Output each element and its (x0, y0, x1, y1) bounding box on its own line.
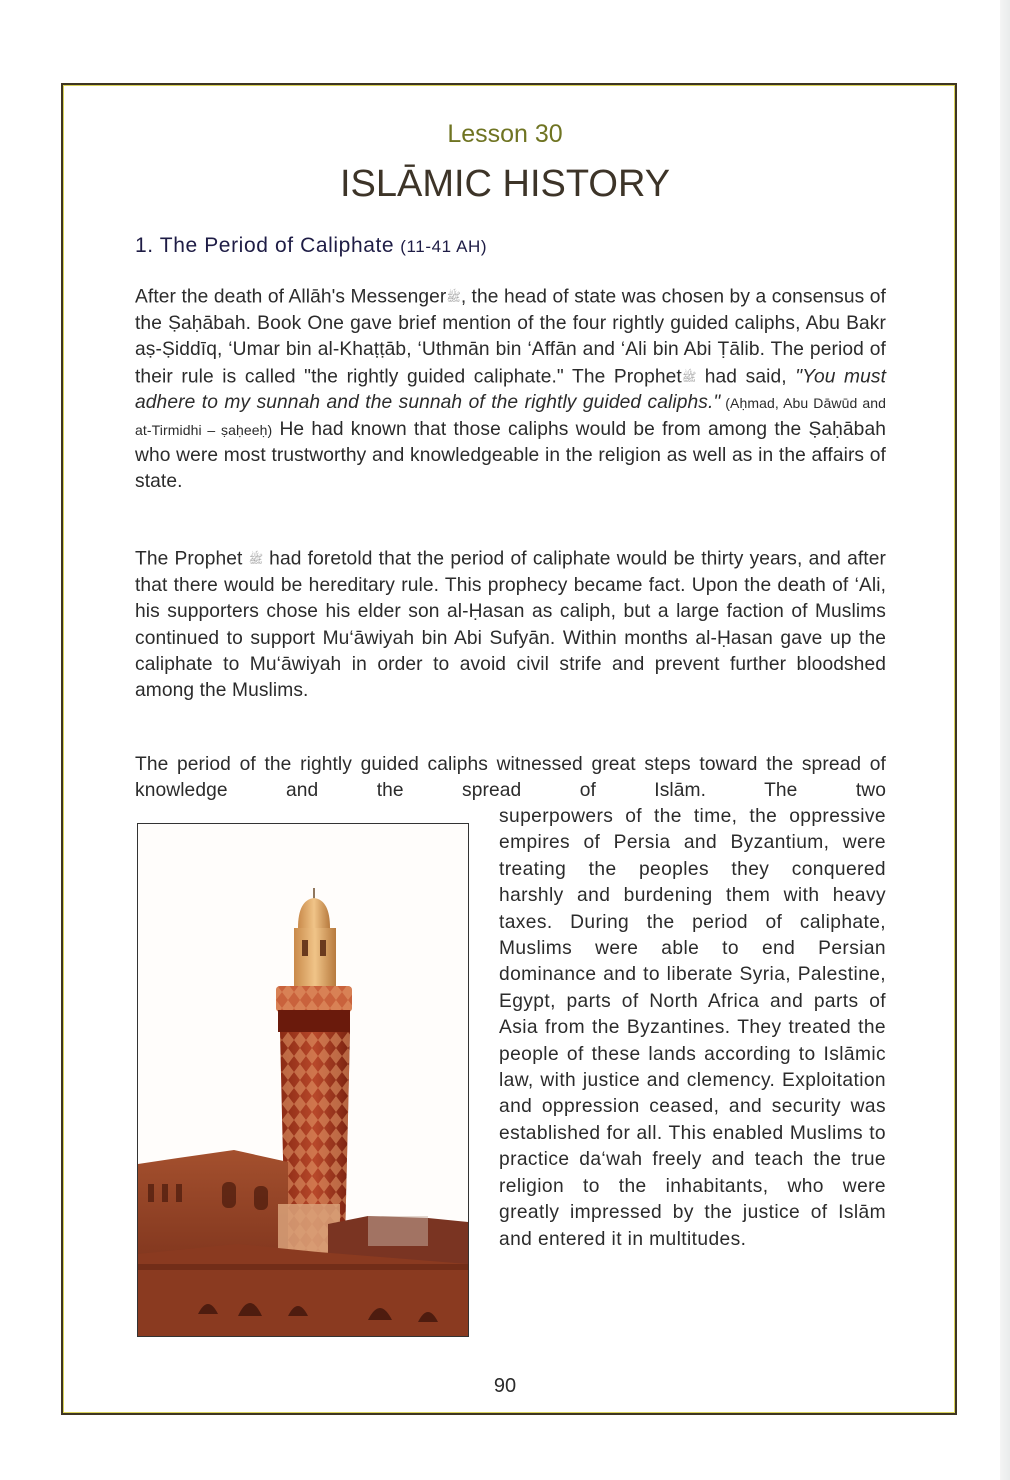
page-number: 90 (493, 1375, 517, 1397)
upper-tower (294, 928, 336, 986)
page-title: ISLĀMIC HISTORY (339, 163, 671, 205)
section-title: The Period of Caliphate (159, 234, 395, 257)
honorific-icon: ﷺ (446, 290, 461, 304)
minaret-illustration (138, 824, 468, 1336)
section-date-range: (11-41 AH) (400, 237, 488, 256)
text-run: The Prophet (135, 548, 243, 570)
page-edge-shadow (1000, 0, 1010, 1480)
text-run: After the death of Allāh's Messenger (135, 286, 447, 308)
text-run: , the head of state was chosen by a consensus of the Ṣaḥābah. Book One gave brief mention of the four rightly guided caliphs, Abu Bakr aṣ-Ṣiddīq, ‘Umar bin al-Khaṭṭāb, ‘Uthmān bin ‘Affān and ‘Ali bin Abi Ṭālib. The period of their rule is called "the rightly guided caliphate." The Prophet (135, 286, 886, 387)
hadith-citation: (Aḥmad, Abu Dāwūd and at-Tirmidhi – ṣaḥeeḥ) (135, 395, 886, 438)
honorific-icon: ﷺ (248, 552, 264, 566)
paragraph-3-wrapped: superpowers of the time, the oppressive empires of Persia and Byzantium, were treating the peoples they conquered harshly and burdening them with heavy taxes. During the period of caliphate, Muslims were able to end Persian dominance and to liberate Syria, Palestine, Egypt, parts of North Africa and parts of Asia from the Byzantines. They treated the people of these lands according to Islāmic law, with justice and clemency. Exploitation and oppression ceased, and security was established for all. This enabled Muslims to practice da‘wah freely and teach the true religion to the inhabitants, who were greatly impressed by the justice of Islām and entered it in multitudes. (499, 806, 886, 1250)
paragraph-3-lead: The period of the rightly guided caliphs witnessed great steps toward the spread of knowledge and the spread of Islām. The two (135, 754, 886, 802)
section-number: 1. (135, 234, 154, 257)
minaret-photo (137, 823, 469, 1337)
paragraph-2 (135, 546, 886, 705)
text-run: He had known that those caliphs would be from among the Ṣaḥābah who were most trustworthy and knowledgeable in the religion as well as in the affairs of state. (135, 418, 886, 493)
section-heading (135, 234, 487, 258)
hadith-quote: "You must adhere to my sunnah and the sunnah of the rightly guided caliphs." (135, 365, 887, 414)
honorific-icon: ﷺ (681, 369, 697, 384)
text-run: had said, (696, 365, 796, 387)
text-run: had foretold that the period of caliphate would be thirty years, and after that there would be hereditary rule. This prophecy became fact. Upon the death of ‘Ali, his supporters chose his elder son al-Ḥasan as caliph, but a large faction of Muslims continued to support Mu‘āwiyah bin Abi Sufyān. Within months al-Ḥasan gave up the caliphate to Mu‘āwiyah in order to avoid civil strife and prevent further bloodshed among the Muslims. (135, 548, 886, 702)
lesson-label: Lesson 30 (447, 120, 563, 148)
paragraph-1 (135, 284, 886, 496)
